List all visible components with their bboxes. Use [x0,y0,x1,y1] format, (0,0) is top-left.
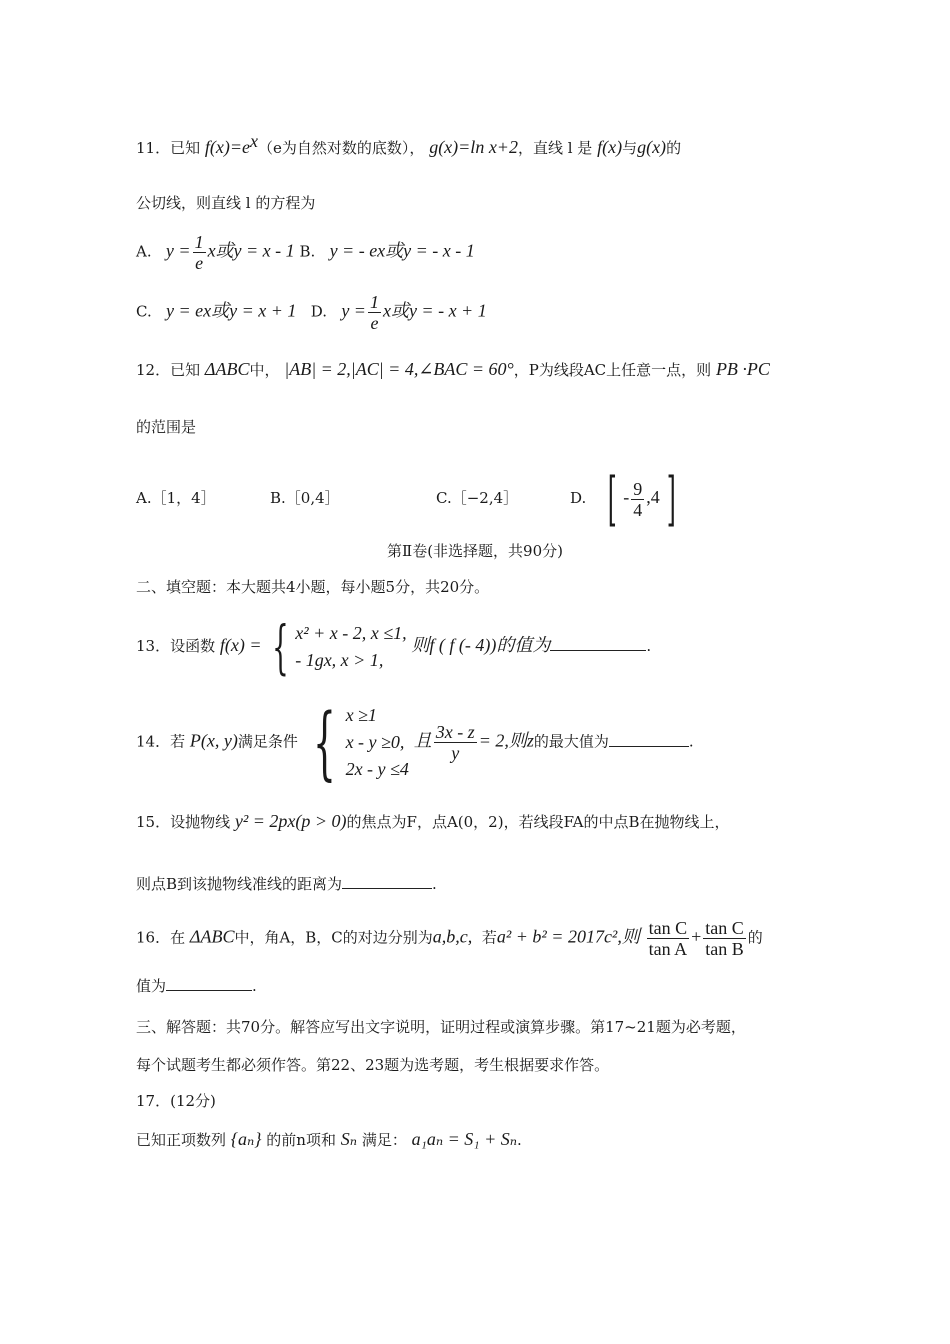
frac-num: 3x - z [435,722,475,742]
q17-header: 17．(12分) [136,1092,216,1110]
q14-cond3: 2x - y ≤4 [345,759,409,779]
q15-equation: y² = 2px(p > 0) [234,811,347,831]
q13-piecewise [266,613,407,681]
q16-end: . [252,977,257,995]
q11-opt-a-frac [193,232,206,273]
q11-opt-a-pre: y = [165,240,191,261]
q16-plus: + [691,926,702,947]
q11-opt-a-post: x或y = x - 1 [207,240,295,261]
frac-den: 4 [633,499,643,520]
section2-title: 第Ⅱ卷(非选择题，共90分) [387,542,563,560]
q11-opt-d-pre: y = [341,300,366,321]
q12-number: 12． [136,361,171,379]
q14-text1: 若 [170,732,186,751]
q12-opt-d-frac [631,479,644,520]
q11-options-ab [136,232,475,273]
q11-opt-d-post: x或y = - x + 1 [382,300,487,321]
q16-text3: 若 [481,928,497,947]
q17-equation: a₁aₙ = S₁ + Sₙ [411,1129,518,1149]
frac-num: tan C [705,918,744,938]
q11-options-cd [136,292,487,333]
q13-end: . [646,637,652,655]
q16-text1: 在 [170,928,186,947]
q12-line2: 的范围是 [136,418,197,436]
q13-case2: - 1gx, x > 1, [295,650,384,670]
q15-number: 15． [136,813,171,831]
q15-end: . [432,875,437,893]
section2-intro: 二、填空题：本大题共4小题，每小题5分，共20分。 [136,578,490,596]
q14-line [136,695,694,789]
q12-condition: |AB| = 2,|AC| = 4,∠BAC = 60° [284,359,514,379]
q14-number: 14． [136,732,171,751]
q11-opt-c-label: C. [136,302,152,321]
q14-system [303,695,409,789]
frac-den: tan B [705,939,744,959]
section3-line2: 每个试题考生都必须作答。第22、23题为选考题，考生根据要求作答。 [136,1056,610,1074]
q11-text2: ，直线 l 是 [517,139,593,157]
q13-text2: 则f ( f (- 4))的值为 [411,635,551,655]
q11-number: 11． [136,139,171,157]
frac-den: e [370,313,379,333]
q17-sequence: {aₙ} [230,1129,262,1149]
q16-triangle: ΔABC [189,926,235,947]
q15-text2: 的焦点为F，点A(0，2)，若线段FA的中点B在抛物线上， [346,813,730,831]
q11-opt-a-label: A. [136,242,152,261]
q15-line1 [136,810,730,833]
left-bracket: [ [607,465,617,533]
q17-text2: 的前n项和 [266,1131,336,1149]
frac-num: 1 [369,292,379,312]
q16-line2 [136,974,257,997]
q11-paren: （e为自然对数的底数）， [258,139,425,157]
q17-line [136,1128,522,1151]
q12-opt-d-pre: - [623,487,630,507]
q11-opt-c: y = ex或y = x + 1 [166,300,297,321]
q12-opt-c: C.［−2,4］ [436,489,519,507]
q17-text3: 满足： [361,1131,407,1149]
q15-text1: 设抛物线 [170,813,231,831]
q14-answer-blank[interactable] [609,730,689,747]
q13-number: 13． [136,637,171,655]
right-bracket: ] [666,465,676,533]
q14-frac [434,722,477,763]
q17-sn: Sₙ [340,1129,358,1149]
frac-num: tan C [648,918,688,938]
q17-end: . [517,1131,522,1149]
q16-number: 16． [136,928,171,947]
q11-gx: g(x)=ln x+2 [429,137,518,157]
q14-end: . [688,732,694,751]
q12-opt-d-label: D. [570,489,587,507]
q11-fx: f(x)=e [204,137,251,157]
q14-text2: 满足条件 [237,732,298,751]
frac-den: y [451,743,460,763]
q11-text4: 的 [666,139,682,157]
q12-line1 [136,358,770,381]
q13-text1: 设函数 [170,637,216,655]
q16-frac2 [703,918,746,959]
q16-line1 [136,918,763,959]
q11-text3: 与 [622,139,638,157]
q16-line2-text: 值为 [136,977,167,995]
q11-opt-b: y = - ex或y = - x - 1 [329,240,475,261]
brace-icon: { [272,613,290,681]
q15-line2 [136,872,437,895]
q13-cases [295,620,406,674]
q14-conditions [346,702,409,783]
q16-frac1 [647,918,690,959]
q11-opt-d-label: D. [310,302,327,321]
q16-answer-blank[interactable] [166,974,252,991]
q12-opt-d-post: ,4 [646,487,660,507]
q14-cond2: x - y ≥0, [345,732,405,752]
q13-line [136,613,652,681]
q12-expression: PB ·PC [715,359,770,379]
q17-text1: 已知正项数列 [136,1131,227,1149]
q12-text3: ，P为线段AC上任意一点，则 [513,361,712,379]
q16-equation: a² + b² = 2017c²,则 [496,926,640,947]
q14-text3: 的最大值为 [533,732,609,751]
frac-den: e [195,253,204,273]
q11-fx2: f(x) [597,137,623,157]
q11-opt-d-frac [368,292,381,333]
q11-line2: 公切线，则直线 l 的方程为 [136,194,316,212]
q11-line1 [136,130,681,159]
frac-num: 1 [194,232,204,252]
q13-case1: x² + x - 2, x ≤1, [295,623,407,643]
brace-icon: { [312,695,336,789]
q12-text1: 已知 [170,361,201,379]
q16-text4: 的 [747,928,763,947]
q12-options [136,465,682,533]
q11-text: 已知 [170,139,201,157]
q12-triangle: ΔABC [204,359,250,379]
q12-opt-a: A.［1，4］ [136,489,216,507]
q13-fx: f(x) = [219,635,262,655]
q14-point: P(x, y) [189,730,238,751]
q11-opt-b-label: B. [299,242,316,261]
q15-line2-text: 则点B到该抛物线准线的距离为 [136,875,343,893]
q14-cond1: x ≥1 [345,705,377,725]
q15-answer-blank[interactable] [342,872,432,889]
q12-text2: 中， [249,361,280,379]
q11-gx2: g(x) [637,137,667,157]
q13-answer-blank[interactable] [550,634,646,651]
q16-text2: 中，角A，B，C的对边分别为 [234,928,433,947]
q16-abc: a,b,c, [432,926,473,947]
q14-post: = 2,则z [478,730,534,751]
section3-line1: 三、解答题：共70分。解答应写出文字说明，证明过程或演算步骤。第17~21题为必考题， [136,1018,746,1036]
frac-num: 9 [633,478,643,499]
q12-opt-b: B.［0,4］ [270,489,340,507]
q14-mid: 且 [413,730,432,751]
frac-den: tan A [648,939,688,959]
q11-fx-exp: x [250,131,259,151]
